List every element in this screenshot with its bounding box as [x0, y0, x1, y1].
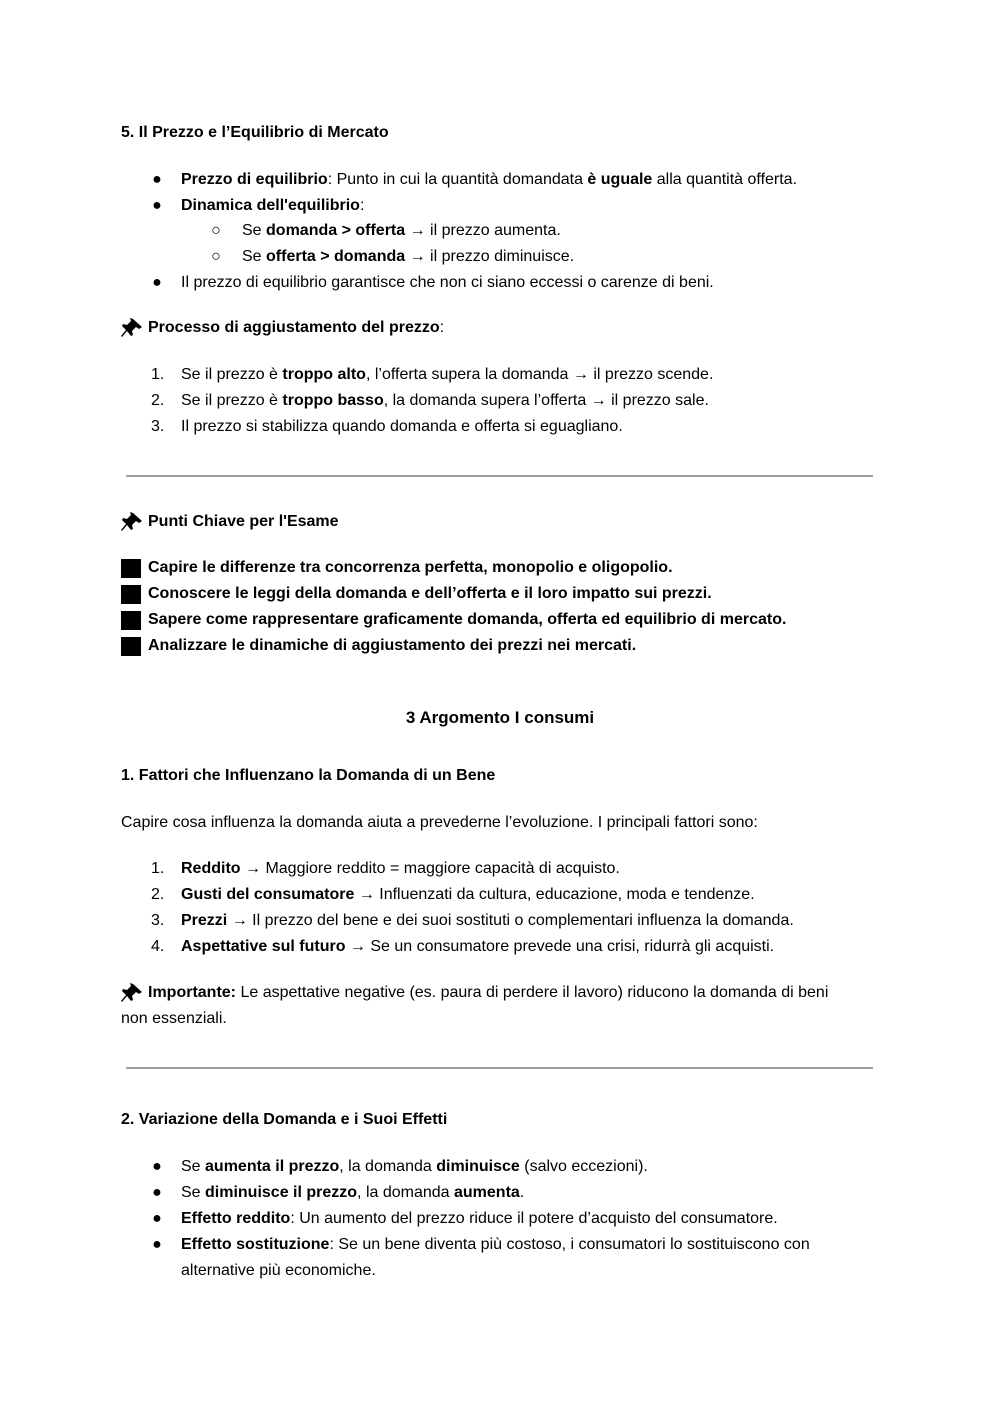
text: Se il prezzo è [181, 366, 283, 383]
bullet: ● [152, 1184, 162, 1201]
term: è uguale [587, 171, 653, 188]
term: offerta > domanda [266, 248, 406, 265]
list-item [181, 196, 364, 216]
heading-text: Processo di aggiustamento del prezzo [148, 319, 440, 336]
term: aumenta [454, 1184, 520, 1201]
sub-bullet: ○ [211, 248, 221, 265]
text: → Il prezzo del bene e dei suoi sostituti o complementari influenza la domanda. [227, 912, 794, 929]
text: , la domanda [339, 1158, 437, 1175]
text: Il prezzo si stabilizza quando domanda e offerta si eguagliano. [181, 418, 623, 435]
step-number: 3. [151, 418, 165, 435]
term: Prezzo di equilibrio [181, 171, 328, 188]
term: troppo basso [282, 392, 384, 409]
black-square-icon [121, 611, 141, 630]
term: diminuisce [436, 1158, 520, 1175]
text: : Un aumento del prezzo riduce il potere d’acquisto del consumatore. [290, 1210, 778, 1227]
black-square-icon [121, 559, 141, 578]
term: Reddito [181, 860, 241, 877]
text: Analizzare le dinamiche di aggiustamento dei prezzi nei mercati. [148, 637, 637, 654]
term: aumenta il prezzo [205, 1158, 340, 1175]
section-5-title: 5. Il Prezzo e l’Equilibrio di Mercato [121, 124, 389, 141]
factor-item [181, 937, 774, 957]
factor-number: 2. [151, 886, 165, 903]
text: → Influenzati da cultura, educazione, moda e tendenze. [354, 886, 755, 903]
bullet: ● [152, 171, 162, 188]
list-item [181, 170, 797, 190]
list-item [181, 1235, 810, 1255]
step-number: 2. [151, 392, 165, 409]
factor-number: 1. [151, 860, 165, 877]
text: : Se un bene diventa più costoso, i consumatori lo sostituiscono con [329, 1236, 810, 1253]
step-item [181, 391, 709, 411]
note-label: Importante: [148, 984, 236, 1001]
term: troppo alto [282, 366, 366, 383]
list-item-continuation: alternative più economiche. [181, 1262, 376, 1279]
text: : Punto in cui la quantità domandata [327, 171, 588, 188]
term: Dinamica dell'equilibrio [181, 197, 360, 214]
section-2-title: 2. Variazione della Domanda e i Suoi Effetti [121, 1111, 448, 1128]
text: → Se un consumatore prevede una crisi, ridurrà gli acquisti. [345, 938, 775, 955]
text: Conoscere le leggi della domanda e dell’offerta e il loro impatto sui prezzi. [148, 585, 712, 602]
list-item: Il prezzo di equilibrio garantisce che non ci siano eccessi o carenze di beni. [181, 274, 714, 291]
text: : [439, 319, 445, 336]
pushpin-icon [121, 512, 143, 532]
important-note [121, 983, 828, 1003]
list-item [181, 1209, 778, 1229]
text: → Maggiore reddito = maggiore capacità di acquisto. [240, 860, 620, 877]
sub-list-item [242, 247, 574, 267]
text: Capire le differenze tra concorrenza perfetta, monopolio e oligopolio. [148, 559, 673, 576]
text: Se [181, 1158, 206, 1175]
sub-bullet: ○ [211, 222, 221, 239]
text: → il prezzo diminuisce. [405, 248, 575, 265]
black-square-icon [121, 585, 141, 604]
step-number: 1. [151, 366, 165, 383]
bullet: ● [152, 1236, 162, 1253]
term: domanda > offerta [266, 222, 406, 239]
pushpin-icon [121, 318, 143, 338]
important-note-line2: non essenziali. [121, 1010, 227, 1027]
factor-item [181, 911, 794, 931]
horizontal-divider [126, 1067, 873, 1069]
factor-number: 4. [151, 938, 165, 955]
step-item [181, 365, 713, 385]
text: Se [242, 222, 267, 239]
keypoint-item [121, 558, 673, 578]
text: → il prezzo aumenta. [405, 222, 561, 239]
sub-list-item [242, 221, 561, 241]
intro-paragraph: Capire cosa influenza la domanda aiuta a prevederne l’evoluzione. I principali fattori sono: [121, 814, 758, 831]
list-item [181, 1157, 648, 1177]
text: : [359, 197, 365, 214]
black-square-icon [121, 637, 141, 656]
keypoint-item [121, 584, 712, 604]
text: , la domanda [357, 1184, 454, 1201]
pushpin-icon [121, 983, 143, 1003]
text: , la domanda supera l’offerta → il prezzo sale. [383, 392, 709, 409]
term: Effetto reddito [181, 1210, 291, 1227]
term: diminuisce il prezzo [205, 1184, 358, 1201]
process-heading [121, 318, 444, 338]
bullet: ● [152, 1158, 162, 1175]
term: Prezzi [181, 912, 228, 929]
bullet: ● [152, 1210, 162, 1227]
factor-item [181, 885, 755, 905]
step-item [181, 417, 623, 437]
term: Effetto sostituzione [181, 1236, 330, 1253]
text: Le aspettative negative (es. paura di perdere il lavoro) riducono la domanda di beni [236, 984, 829, 1001]
text: Se il prezzo è [181, 392, 283, 409]
term: Gusti del consumatore [181, 886, 355, 903]
horizontal-divider [126, 475, 873, 477]
text: Se [181, 1184, 206, 1201]
text: (salvo eccezioni). [519, 1158, 648, 1175]
bullet: ● [152, 197, 162, 214]
list-item [181, 1183, 524, 1203]
section-1-title: 1. Fattori che Influenzano la Domanda di un Bene [121, 767, 496, 784]
text: Se [242, 248, 267, 265]
factor-item [181, 859, 620, 879]
bullet: ● [152, 274, 162, 291]
chapter-title: 3 Argomento I consumi [405, 708, 595, 727]
text: alla quantità offerta. [652, 171, 798, 188]
text: Sapere come rappresentare graficamente domanda, offerta ed equilibrio di mercato. [148, 611, 787, 628]
term: Aspettative sul futuro [181, 938, 346, 955]
heading-text: Punti Chiave per l'Esame [148, 513, 339, 530]
text: . [519, 1184, 525, 1201]
keypoints-heading [121, 512, 339, 532]
keypoint-item [121, 610, 786, 630]
factor-number: 3. [151, 912, 165, 929]
text: , l’offerta supera la domanda → il prezzo scende. [365, 366, 714, 383]
keypoint-item [121, 636, 636, 656]
